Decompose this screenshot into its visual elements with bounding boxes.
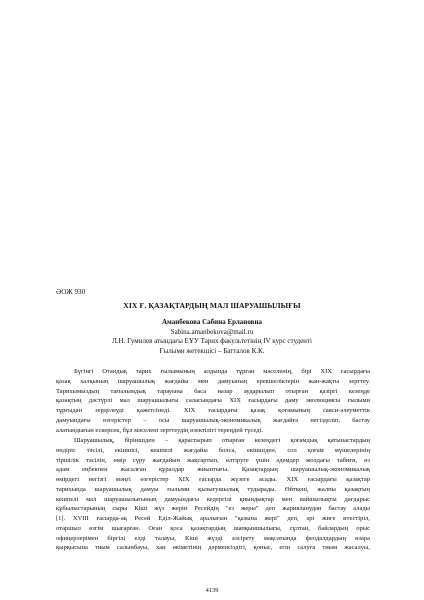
text-line: офицерлерімен біргілі елді талауы, Кіші жүзді әлсірету мақсатында феодалдардың өзара xyxy=(56,534,370,542)
text-line: адам еңбекпен жасалған құралдар жиынтығы. Қазақтардың шаруашылық-экономикалық xyxy=(56,466,370,474)
text-line: қырқысына тиым салынбауы, хан өкіметінің дәрменсіздігі, қоныс, егін салуға тиым жасалуы, xyxy=(56,544,370,552)
text-line: алатындығын ескерсек, бұл мәселені зерттеудің өзектілігі тереңдей түседі. xyxy=(56,426,263,434)
text-line: тіршілік тәсілін, өмір сүру жағдайын жақсартып, өлтіруге үшін әдемдер жолдағы табиғи, өз xyxy=(56,456,370,464)
page-number: 4139 xyxy=(205,587,219,594)
text-line: өндіріс тәсілі, екіншісі, кешпелі жағдайы болса, екіншіден, сол қоғам мүшелерінің xyxy=(56,446,370,454)
text-line: өмірдегі негізгі мәңгі өзгерістер XIX ғасырда жүзеге асады. XIX ғасырдағы қазақтар xyxy=(56,476,370,483)
text-line: Бүгінгі Отандық тарих ғылымының алдында тұрған мәселенің, бірі XIX ғасырдағы xyxy=(74,368,370,375)
udc-code: ӘОЖ 930 xyxy=(56,288,86,296)
text-line: қазақтың дәстүрлі мал шаруашылығы саласындағы XIX ғасырдағы даму эволюциясы ғылыми xyxy=(56,397,370,405)
supervisor: Ғылыми жетекшісі – Батталов К.К. xyxy=(159,346,265,355)
text-line: [1]. XVIII ғасырда-ақ Ресей Еділ-Жайық аралығын "қазына жері" деп, әрі жиге итестіріл, xyxy=(56,515,370,522)
text-line: тұрғыдан зерделеуді қажетсінеді. XIX ғасырдағы қазақ қоғамының саяси-әлеуметтік xyxy=(56,407,370,414)
text-line: отаршыл өзгім шығарған. Оған қоса қазақтардың шапқыншылығы, сұлтан, байлардың орыс xyxy=(56,524,370,532)
author-affiliation: Л.Н. Гумилев атындағы ЕҰУ Тарих факультетінің IV курс студенті xyxy=(112,337,312,346)
text-line: құбылыстарының сыры Кіші жүз жерін Ресейдің "ез жеры" деп жарияланудан бастау алады xyxy=(56,505,370,513)
paragraph-2 xyxy=(56,436,370,553)
article-title: XIX Ғ. ҚАЗАҚТАРДЫҢ МАЛ ШАРУАШЫЛЫҒЫ xyxy=(123,301,301,310)
author-email: Sabina.amanbekova@mail.ru xyxy=(170,327,254,336)
author-block xyxy=(0,318,424,356)
text-line: Тарихымыздың тағылымдық тарауына баса назар аударылып отырған қазіргі кезеңде xyxy=(56,387,370,395)
text-line: қазақ халқының шаруашылық жағдайы мен дамуының ерекшеліктерін жан-жақты зерттеу. xyxy=(56,377,370,385)
text-line: дамуындағы өзгерістер – осы шаруашылық-экономикалық жағдайға негізделіп, бастау xyxy=(56,416,370,424)
text-line: тарихында шаруашылық дамуы ғылыми қызығушылық тудырады. Өйткені, жалпы қазақтың xyxy=(56,485,370,493)
author-name: Аманбекова Сабина Ерлановна xyxy=(162,318,262,326)
text-line: Шаруашылық, біріншіден – қарастырып отырған кезеңдегі қоғамдық қатынастардың xyxy=(74,437,370,444)
text-line: кешпелі мал шаруашылығының дамуындағы кедергілі қиындықтар мен вайшылықты дағдарыс xyxy=(56,495,370,503)
paragraph-1 xyxy=(56,367,370,435)
